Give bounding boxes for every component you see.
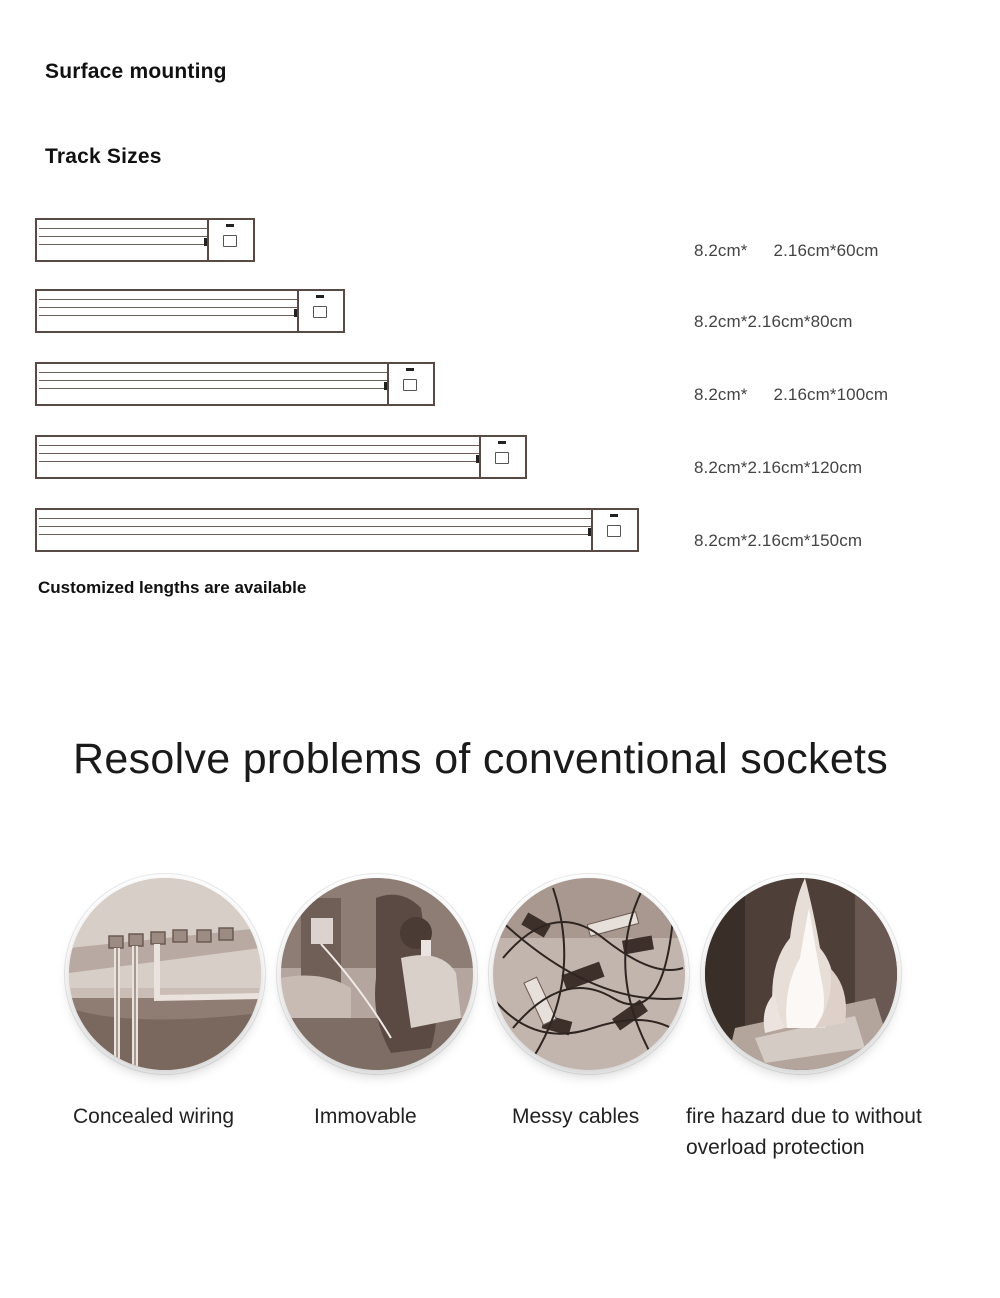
- track-size-60cm: 8.2cm* 2.16cm*60cm: [694, 241, 879, 260]
- fire-hazard-caption-line1: fire hazard due to without: [686, 1105, 922, 1128]
- problems-headline: Resolve problems of conventional sockets: [73, 735, 889, 783]
- fire-hazard-caption-line2: overload protection: [686, 1136, 865, 1159]
- track-size-120cm: 8.2cm*2.16cm*120cm: [694, 458, 863, 477]
- immovable-caption: Immovable: [314, 1105, 417, 1128]
- track-size-150cm: 8.2cm*2.16cm*150cm: [694, 531, 863, 550]
- track-size-100cm: 8.2cm* 2.16cm*100cm: [694, 385, 889, 404]
- messy-cables-photo: [493, 878, 685, 1070]
- track-80cm-drawing: [35, 289, 345, 333]
- track-120cm-drawing: [35, 435, 527, 479]
- messy-cables-caption: Messy cables: [512, 1105, 640, 1128]
- track-head: [387, 362, 435, 406]
- track-150cm-drawing: [35, 508, 639, 552]
- immovable-photo: [281, 878, 473, 1070]
- track-head: [297, 289, 345, 333]
- track-60cm-drawing: [35, 218, 255, 262]
- track-sizes-label: Track Sizes: [45, 145, 162, 168]
- track-head: [591, 508, 639, 552]
- custom-lengths-note: Customized lengths are available: [38, 578, 307, 597]
- track-100cm-drawing: [35, 362, 435, 406]
- fire-hazard-photo: [705, 878, 897, 1070]
- surface-mounting-label: Surface mounting: [45, 60, 227, 83]
- concealed-wiring-caption: Concealed wiring: [73, 1105, 235, 1128]
- track-head: [207, 218, 255, 262]
- track-size-80cm: 8.2cm*2.16cm*80cm: [694, 312, 853, 331]
- track-head: [479, 435, 527, 479]
- concealed-wiring-photo: [69, 878, 261, 1070]
- fire-hazard-caption: [686, 1101, 922, 1163]
